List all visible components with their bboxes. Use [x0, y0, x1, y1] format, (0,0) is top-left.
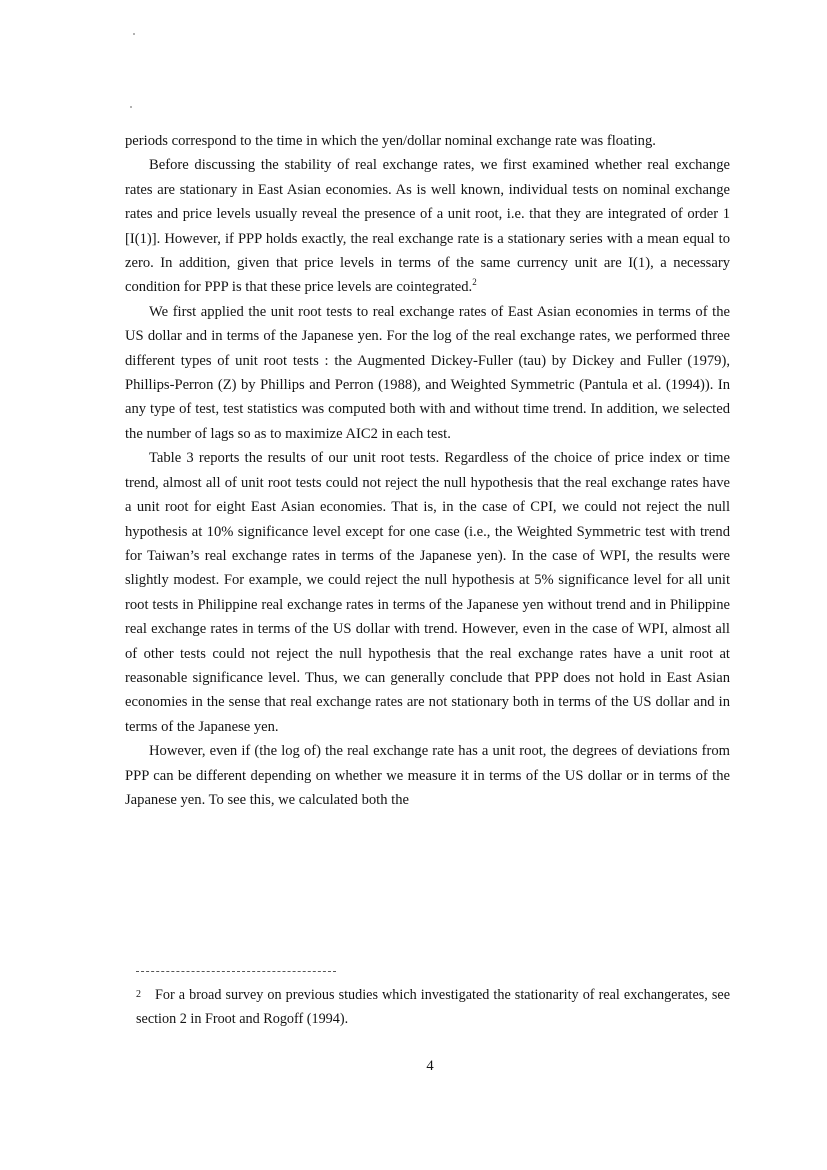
footnote-mark: 2: [136, 989, 141, 1000]
scan-speck: [133, 33, 135, 35]
paragraph-5: However, even if (the log of) the real exchange rate has a unit root, the degrees of deviations from PPP can be different depending on whether we measure it in terms of the US dollar or in terms of the Japanese yen. To see this, we calculated both the: [125, 743, 730, 808]
footnote-divider: [136, 971, 336, 972]
paragraph-1: periods correspond to the time in which the yen/dollar nominal exchange rate was floating.: [125, 133, 656, 149]
body-text: [125, 129, 730, 812]
footnote-text: For a broad survey on previous studies which investigated the stationarity of real exchangerates, see section 2 in Froot and Rogoff (1994).: [136, 987, 730, 1027]
page-number: 4: [426, 1058, 434, 1074]
scan-speck: [130, 106, 132, 108]
paragraph-2: [125, 153, 730, 299]
paragraph-2-text: Before discussing the stability of real exchange rates, we first examined whether real exchange rates are stationary in East Asian economies. As is well known, individual tests on nominal exchange rates and price levels usually reveal the presence of a unit root, i.e. that they are integrated of order 1 [I(1)]. However, if PPP holds exactly, the real exchange rate is a stationary series with a mean equal to zero. In addition, given that price levels in terms of the same currency unit are I(1), a necessary condition for PPP is that these price levels are cointegrated.: [125, 157, 730, 296]
footnote: [136, 983, 730, 1031]
paragraph-3: We first applied the unit root tests to real exchange rates of East Asian economies in terms of the US dollar and in terms of the Japanese yen. For the log of the real exchange rates, we performed three different types of unit root tests : the Augmented Dickey-Fuller (tau) by Dickey and Fuller (1979), Phillips-Perron (Z) by Phillips and Perron (1988), and Weighted Symmetric (Pantula et al. (1994)). In any type of test, test statistics was computed both with and without time trend. In addition, we selected the number of lags so as to maximize AIC2 in each test.: [125, 303, 730, 442]
paragraph-4: Table 3 reports the results of our unit root tests. Regardless of the choice of price index or time trend, almost all of unit root tests could not reject the null hypothesis that the real exchange rates have a unit root for eight East Asian economies. That is, in the case of CPI, we could not reject the null hypothesis at 10% significance level except for one case (i.e., the Weighted Symmetric test with trend for Taiwan’s real exchange rates in terms of the Japanese yen). In the case of WPI, the results were slightly modest. For example, we could reject the null hypothesis at 5% significance level for all unit root tests in Philippine real exchange rates in terms of the Japanese yen without trend and in Philippine real exchange rates in terms of the US dollar with trend. However, even in the case of WPI, almost all of other tests could not reject the null hypothesis that the real exchange rates have a unit root at reasonable significance level. Thus, we can generally conclude that PPP does not hold in East Asian economies in the sense that real exchange rates are not stationary both in terms of the US dollar and in terms of the Japanese yen.: [125, 450, 730, 735]
footnote-reference: 2: [472, 277, 477, 288]
